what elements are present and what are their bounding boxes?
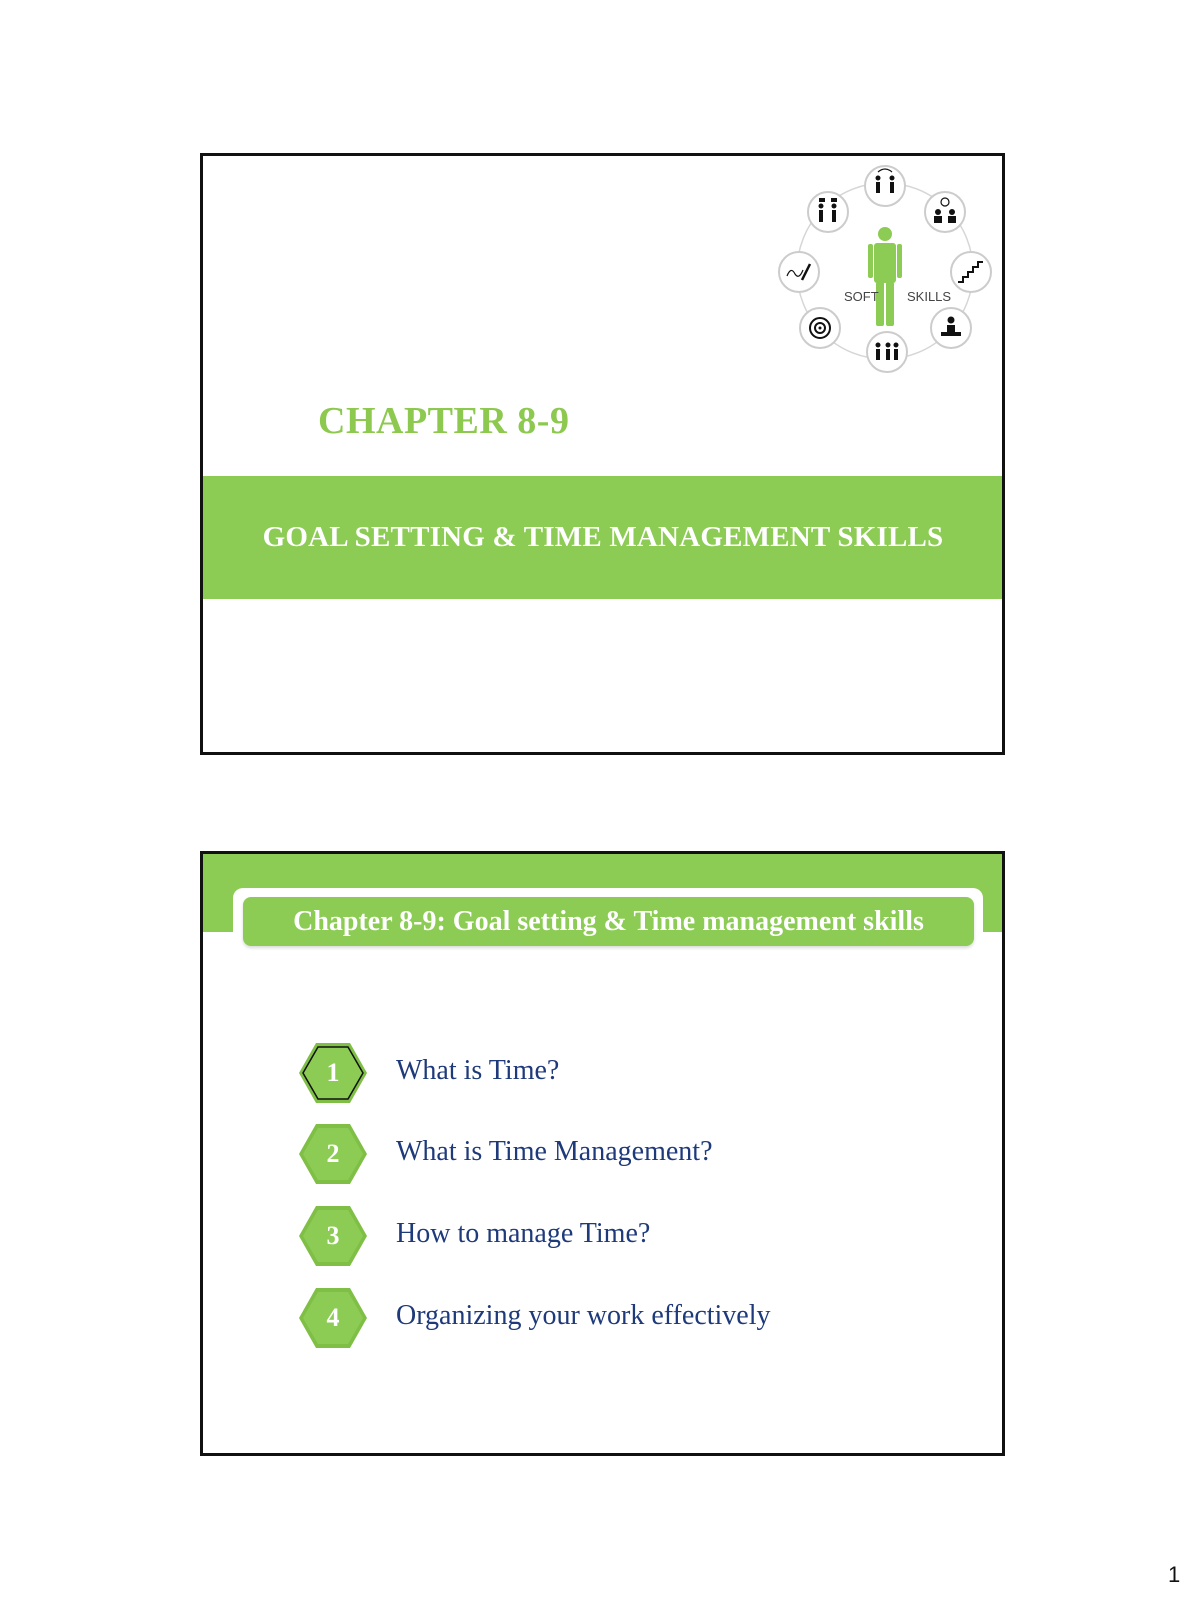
career-stairs-icon: [951, 252, 991, 292]
group-icon: [867, 332, 907, 372]
agenda-item-1[interactable]: [298, 1041, 858, 1105]
teamwork-icon: [808, 192, 848, 232]
signature-icon: [779, 252, 819, 292]
soft-skills-logo: [775, 162, 1005, 384]
agenda-item-4[interactable]: [298, 1286, 858, 1350]
slide-title-box: [243, 897, 974, 946]
logo-label-skills: SKILLS: [907, 289, 952, 304]
agenda-item-2[interactable]: [298, 1122, 858, 1186]
target-icon: [800, 308, 840, 348]
agenda-text: What is Time?: [396, 1055, 560, 1086]
banner-title: GOAL SETTING & TIME MANAGEMENT SKILLS: [262, 521, 944, 553]
agenda-number: 4: [326, 1303, 340, 1332]
meeting-icon: [925, 192, 965, 232]
agenda-item-3[interactable]: [298, 1204, 858, 1268]
slide-title: Chapter 8-9: Goal setting & Time management skills: [293, 905, 924, 937]
title-banner: [203, 476, 1003, 599]
chapter-title: CHAPTER 8-9: [318, 400, 570, 442]
agenda-text: Organizing your work effectively: [396, 1300, 771, 1331]
agenda-slide: [200, 851, 1005, 1456]
agenda-text: How to manage Time?: [396, 1218, 651, 1249]
agenda-number: 2: [326, 1139, 340, 1168]
agenda-number: 3: [326, 1221, 340, 1250]
page-number: 1: [1168, 1562, 1181, 1587]
title-slide: [200, 153, 1005, 755]
agenda-number: 1: [326, 1058, 340, 1087]
logo-label-soft: SOFT: [844, 289, 879, 304]
presenter-icon: [931, 308, 971, 348]
communication-icon: [865, 166, 905, 206]
agenda-text: What is Time Management?: [396, 1136, 713, 1167]
